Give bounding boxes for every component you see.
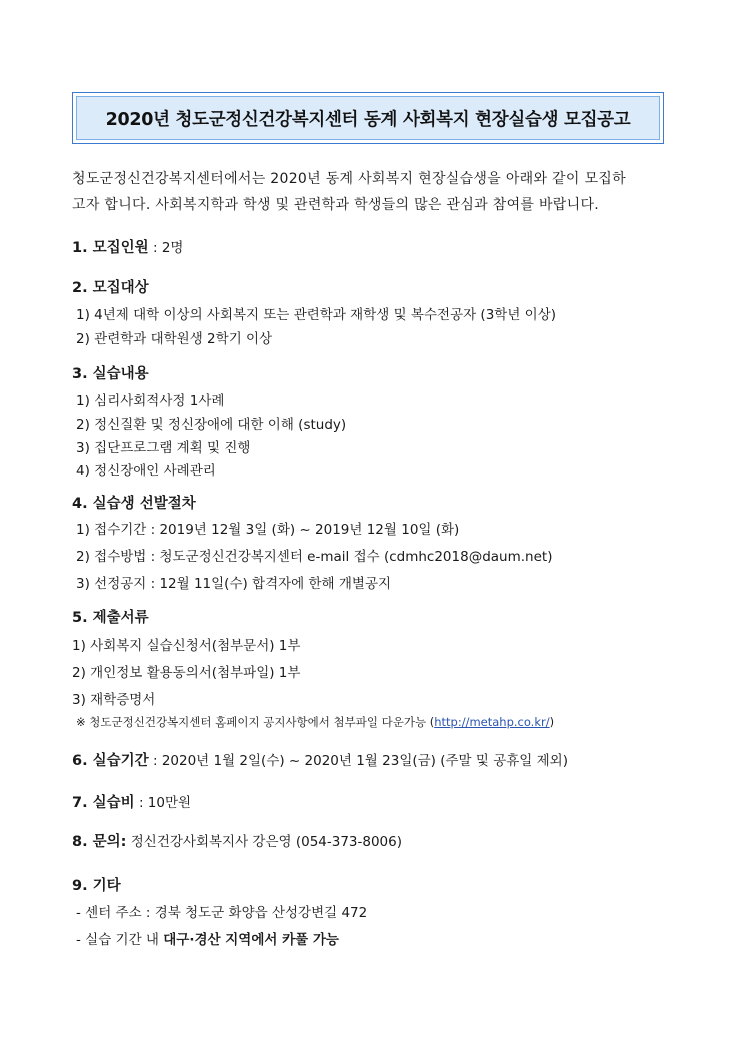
list-item: - 센터 주소 : 경북 청도군 화양읍 산성강변길 472 [76,905,368,921]
list-item: 2) 접수방법 : 청도군정신건강복지센터 e-mail 접수 (cdmhc2018@daum.net) [76,549,553,565]
list-item: 1) 사회복지 실습신청서(첨부문서) 1부 [72,638,301,654]
intro-paragraph [72,166,672,218]
list-item: 3) 재학증명서 [72,692,156,708]
section-heading: 9. 기타 [72,878,121,894]
note-text: ) [549,715,555,729]
section-heading: 2. 모집대상 [72,280,149,296]
item-text-bold: 대구·경산 지역에서 카풀 가능 [163,932,339,948]
section-recruit-count [72,236,183,257]
attachment-note [76,714,554,730]
intro-line: 청도군정신건강복지센터에서는 2020년 동계 사회복지 현장실습생을 아래와 같이 모집하 [72,171,626,187]
list-item: 1) 접수기간 : 2019년 12월 3일 (화) ~ 2019년 12월 10일 (화) [76,522,460,538]
section-heading: 7. 실습비 [72,795,135,811]
item-text: - 실습 기간 내 [76,932,164,948]
section-value: 정신건강사회복지사 강은영 (054-373-8006) [126,834,403,850]
section-contact [72,830,402,851]
section-value: : 2020년 1월 2일(수) ~ 2020년 1월 23일(금) (주말 및 공휴일 제외) [148,753,568,769]
list-item: 4) 정신장애인 사례관리 [76,463,216,479]
section-fee [72,791,191,812]
list-item: 3) 집단프로그램 계획 및 진행 [76,440,251,456]
list-item: 2) 정신질환 및 정신장애에 대한 이해 (study) [76,417,347,433]
section-heading: 6. 실습기간 [72,753,149,769]
title-box [72,92,664,144]
list-item [76,928,339,948]
list-item: 2) 관련학과 대학원생 2학기 이상 [76,331,273,347]
intro-line: 고자 합니다. 사회복지학과 학생 및 관련학과 학생들의 많은 관심과 참여를 바랍니다. [72,197,600,213]
section-period [72,749,568,770]
list-item: 1) 심리사회적사정 1사례 [76,393,225,409]
section-heading: 3. 실습내용 [72,366,149,382]
section-heading: 8. 문의: [72,834,127,850]
list-item: 3) 선정공지 : 12월 11일(수) 합격자에 한해 개별공지 [76,576,392,592]
list-item: 1) 4년제 대학 이상의 사회복지 또는 관련학과 재학생 및 복수전공자 (3학년 이상) [76,307,557,323]
homepage-link[interactable]: http://metahp.co.kr/ [434,715,550,729]
section-value: : 2명 [148,240,184,256]
section-heading: 1. 모집인원 [72,240,149,256]
section-heading: 4. 실습생 선발절차 [72,496,196,512]
page-title: 2020년 청도군정신건강복지센터 동계 사회복지 현장실습생 모집공고 [105,109,631,130]
note-text: ※ 청도군정신건강복지센터 홈페이지 공지사항에서 첨부파일 다운가능 ( [76,715,435,729]
section-heading: 5. 제출서류 [72,610,149,626]
list-item: 2) 개인정보 활용동의서(첨부파일) 1부 [72,665,301,681]
section-value: : 10만원 [134,795,192,811]
